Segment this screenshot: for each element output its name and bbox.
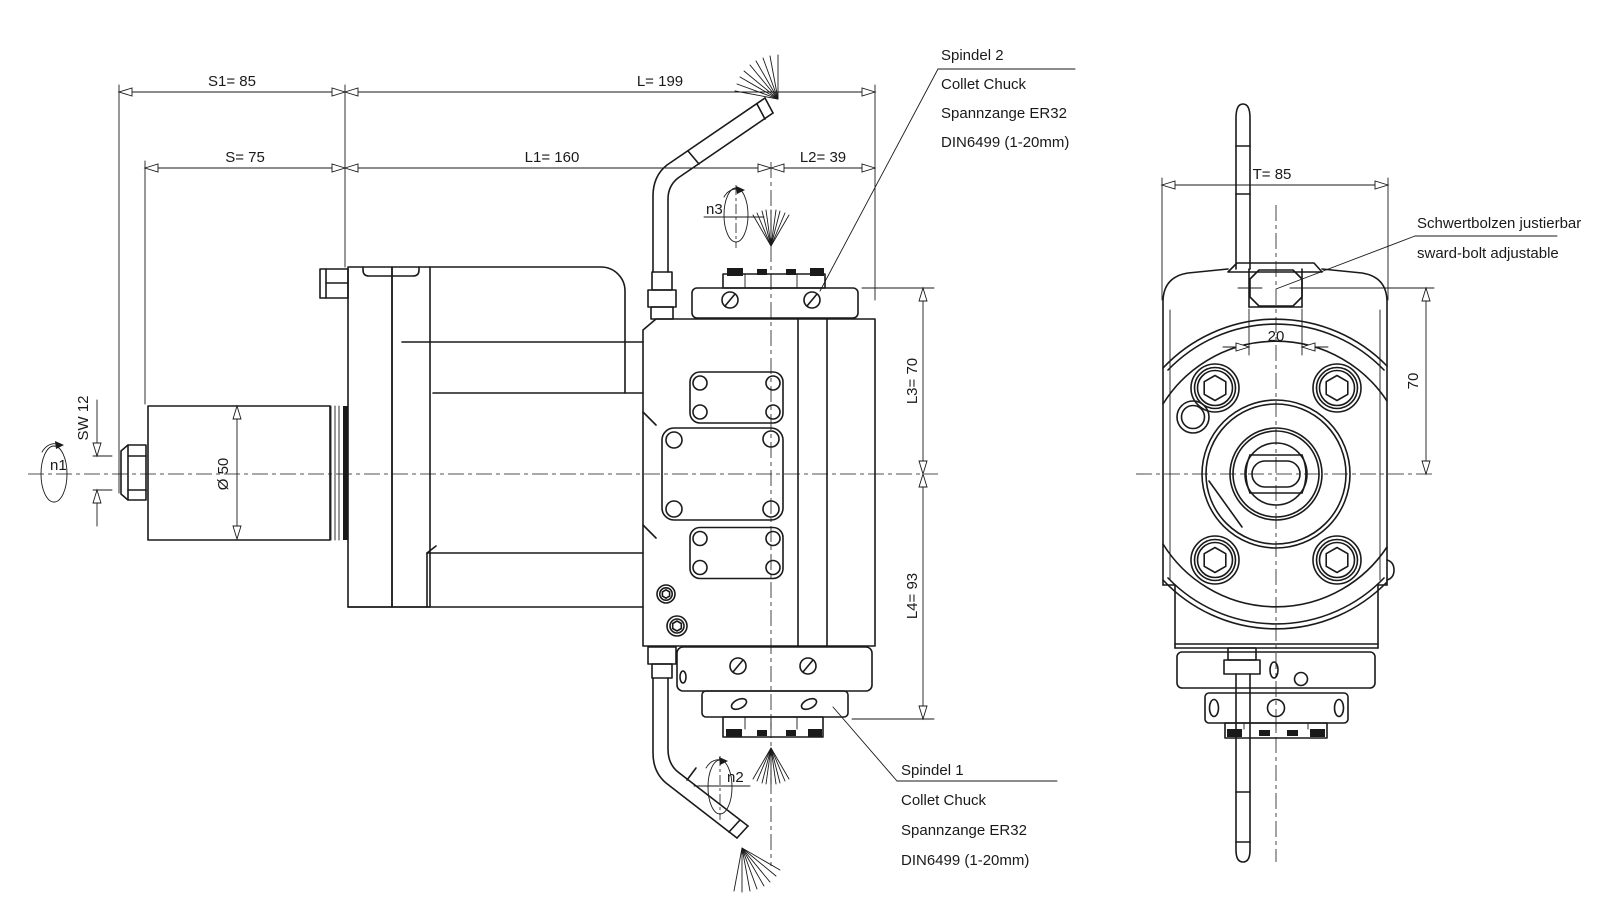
cover-plate-bottom bbox=[690, 528, 783, 579]
dim-s bbox=[145, 149, 345, 404]
dim-label-dia50: Ø 50 bbox=[215, 457, 232, 491]
side-view bbox=[28, 47, 1075, 892]
gear-housing bbox=[320, 267, 643, 607]
dim-label-s: S= 75 bbox=[225, 149, 265, 166]
head-block bbox=[643, 319, 875, 646]
spindle1-note-line2: Collet Chuck bbox=[901, 792, 987, 809]
spin-label-n1: n1 bbox=[50, 457, 67, 474]
rotation-symbol-n1 bbox=[41, 441, 67, 502]
front-view bbox=[1136, 104, 1581, 862]
hex-bolt-bottom-left bbox=[1191, 536, 1239, 584]
dim-l4 bbox=[852, 474, 934, 719]
spindle2-note-line2: Collet Chuck bbox=[941, 76, 1027, 93]
spindle1-note-line1: Spindel 1 bbox=[901, 762, 964, 779]
dim-label-s1: S1= 85 bbox=[208, 73, 256, 90]
dim-label-l4: L4= 93 bbox=[904, 572, 921, 620]
plug-inner bbox=[1182, 406, 1205, 429]
dim-t bbox=[1162, 166, 1388, 300]
spin-label-n2: n2 bbox=[727, 769, 744, 786]
coolant-tube-bottom bbox=[648, 647, 780, 892]
set-screws bbox=[657, 585, 687, 636]
spindle2-note-line1: Spindel 2 bbox=[941, 47, 1004, 64]
front-body bbox=[1163, 263, 1394, 629]
dim-label-70: 70 bbox=[1405, 372, 1422, 390]
spindle1-note-line3: Spannzange ER32 bbox=[901, 822, 1027, 839]
dim-s1 bbox=[119, 73, 345, 493]
dim-l3 bbox=[862, 288, 934, 474]
side-pin bbox=[1387, 560, 1394, 580]
spindle1-note bbox=[833, 707, 1057, 869]
dim-l1 bbox=[345, 149, 771, 172]
dim-20 bbox=[1223, 309, 1328, 355]
spray-icon-spindle2 bbox=[753, 210, 789, 246]
sword-bolt-note-line2: sward-bolt adjustable bbox=[1417, 245, 1559, 262]
dim-label-l: L= 199 bbox=[636, 73, 684, 90]
spindle2-chuck bbox=[692, 268, 858, 318]
spray-icon-spindle1 bbox=[753, 748, 789, 784]
dim-sw12 bbox=[75, 395, 112, 526]
dim-label-l3: L3= 70 bbox=[904, 357, 921, 405]
sword-bolt-note-line1: Schwertbolzen justierbar bbox=[1417, 215, 1582, 232]
spindle1-note-line4: DIN6499 (1-20mm) bbox=[901, 852, 1030, 869]
output-shaft bbox=[121, 406, 348, 540]
dim-l2 bbox=[771, 149, 875, 172]
spray-icon-bottom bbox=[734, 848, 780, 892]
spindle2-note bbox=[820, 47, 1075, 291]
dim-label-20: 20 bbox=[1267, 328, 1285, 345]
hex-bolt-bottom-right bbox=[1313, 536, 1361, 584]
hex-bolt-top-right bbox=[1313, 364, 1361, 412]
dim-label-sw12: SW 12 bbox=[75, 395, 92, 441]
dim-label-t: T= 85 bbox=[1252, 166, 1292, 183]
dim-label-l2: L2= 39 bbox=[799, 149, 847, 166]
spindle2-note-line3: Spannzange ER32 bbox=[941, 105, 1067, 122]
front-tube-top bbox=[1236, 104, 1250, 269]
dim-dia50 bbox=[215, 406, 241, 539]
dim-label-l1: L1= 160 bbox=[524, 149, 580, 166]
dim-l bbox=[345, 73, 875, 300]
spindle1-chuck bbox=[677, 647, 872, 737]
sword-bolt-note bbox=[1276, 215, 1581, 289]
spindle2-note-line4: DIN6499 (1-20mm) bbox=[941, 134, 1070, 151]
cover-plate-top bbox=[690, 372, 783, 423]
hex-bolt-top-left bbox=[1191, 364, 1239, 412]
coolant-tube-top bbox=[648, 55, 778, 319]
front-tube-bottom bbox=[1224, 648, 1260, 862]
spin-label-n3: n3 bbox=[706, 201, 723, 218]
rotation-symbol-n3 bbox=[704, 185, 764, 248]
